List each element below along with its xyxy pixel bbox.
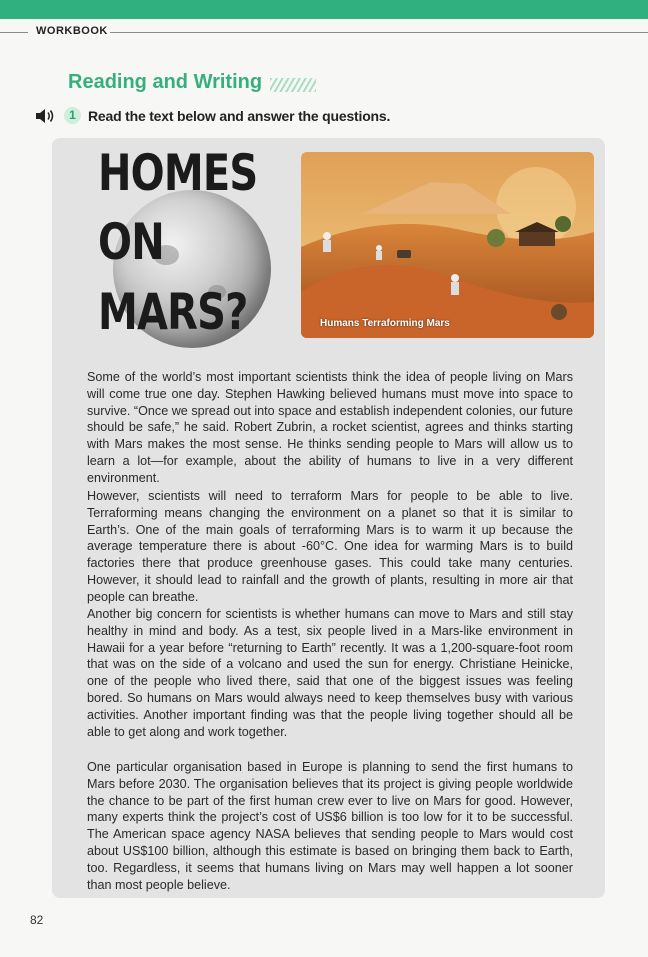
speaker-icon[interactable] — [35, 108, 55, 124]
page-number: 82 — [30, 913, 44, 927]
headline-line-3: MARS? — [98, 283, 248, 341]
top-accent-bar — [0, 0, 648, 19]
headline-line-1: HOMES — [98, 144, 258, 202]
article-paragraph-4: One particular organisation based in Europe is planning to send the first humans to Mars before 2030. The organisation believes that its project is giving people worldwide the chance to be part of the first human crew ever to live on Mars for good. However, many experts think the project’s cost of US$6 billion is too low for it to be successful. The American space agency NASA believes that sending people to Mars would cost about US$100 billion, although this estimate is based on bringing them back to Earth, too. Regardless, it seems that humans living on Mars may well happen a lot sooner than most people believe. — [87, 760, 573, 892]
exercise-number-badge: 1 — [64, 107, 81, 124]
headline-line-2: ON — [98, 213, 164, 271]
photo-caption: Humans Terraforming Mars — [320, 318, 450, 329]
article-paragraph-2: However, scientists will need to terraform Mars for people to be able to live. Terraforming means changing the environment on a planet so that it is similar to Earth’s. One of the main goals of terraforming Mars is to warm it up because the average temperature there is about -60°C. One idea for warming Mars is to build factories there that produce greenhouse gases. This could take many centuries. However, it should lead to rainfall and the growth of plants, resulting in more air that people can breathe. — [87, 489, 573, 604]
article-paragraph-1: Some of the world’s most important scientists think the idea of people living on Mars will come true one day. Stephen Hawking believed humans must move into space to survive. “Once we spread out into space and establish independent colonies, our future should be safe,” he said. Robert Zubrin, a rocket scientist, agrees and thinks starting with Mars makes the most sense. He thinks sending people to Mars will allow us to learn a lot—for example, about the ability of humans to live in a very different environment. — [87, 370, 573, 485]
header-rule-left — [0, 32, 28, 33]
workbook-label: WORKBOOK — [36, 25, 108, 37]
title-stripes-decoration — [270, 78, 316, 92]
header-rule-right — [110, 32, 648, 33]
mars-photo — [301, 152, 594, 338]
exercise-instruction: Read the text below and answer the questions. — [88, 108, 391, 124]
section-title: Reading and Writing — [68, 71, 263, 93]
article-paragraph-3: Another big concern for scientists is whether humans can move to Mars and still stay healthy in mind and body. As a test, six people lived in a Mars-like environment in Hawaii for a year before “returning to Earth” recently. It was a 1,200-square-foot room that was on the side of a volcano and used the sun for energy. Christiane Heinicke, one of the people who lived there, said that one of the biggest issues was feeling bored. So humans on Mars would always need to keep themselves busy with various activities. Another important finding was that the people living together should all be able to get along and work together. — [87, 607, 573, 739]
